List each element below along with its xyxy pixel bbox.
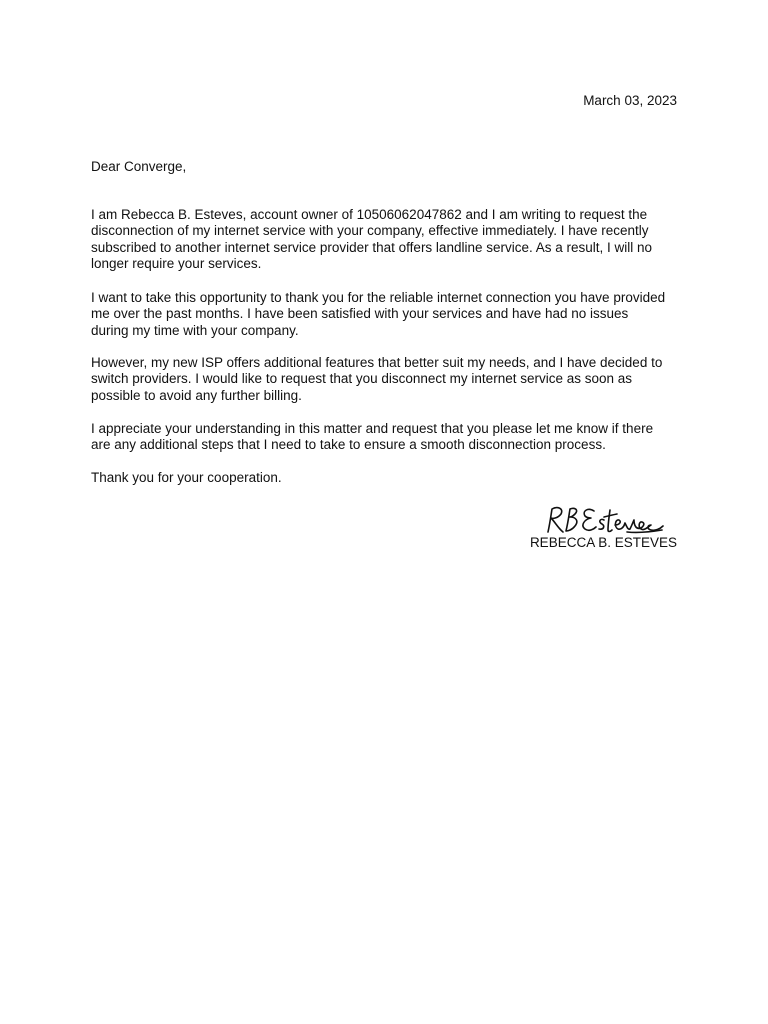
text-line: are any additional steps that I need to take to ensure a smooth disconnection process. — [91, 437, 606, 453]
text-line: me over the past months. I have been satisfied with your services and have had no issues — [91, 306, 629, 322]
text-line: possible to avoid any further billing. — [91, 387, 302, 403]
text-line: However, my new ISP offers additional features that better suit my needs, and I have decided to — [91, 355, 663, 370]
text-line: longer require your services. — [91, 255, 262, 271]
text-line: switch providers. I would like to request that you disconnect my internet service as soon as — [91, 371, 633, 387]
paragraph-closing — [91, 470, 691, 486]
paragraph-thanks — [91, 290, 691, 339]
greeting: Dear Converge, — [91, 159, 187, 174]
signer-name: REBECCA B. ESTEVES — [529, 535, 677, 550]
handwritten-signature — [542, 503, 667, 537]
text-line: disconnection of my internet service with your company, effective immediately. I have recently — [91, 223, 649, 239]
text-line: Thank you for your cooperation. — [91, 470, 282, 485]
text-line: during my time with your company. — [91, 322, 299, 338]
text-line: I want to take this opportunity to thank you for the reliable internet connection you have provided — [91, 290, 666, 305]
text-line: I appreciate your understanding in this matter and request that you please let me know if there — [91, 421, 654, 436]
paragraph-steps — [91, 421, 691, 454]
letter-date: March 03, 2023 — [583, 93, 677, 108]
text-line: I am Rebecca B. Esteves, account owner of 10506062047862 and I am writing to request the — [91, 207, 648, 222]
paragraph-reason — [91, 355, 691, 404]
text-line: subscribed to another internet service provider that offers landline service. As a result, I will no — [91, 239, 653, 255]
paragraph-request — [91, 207, 691, 272]
